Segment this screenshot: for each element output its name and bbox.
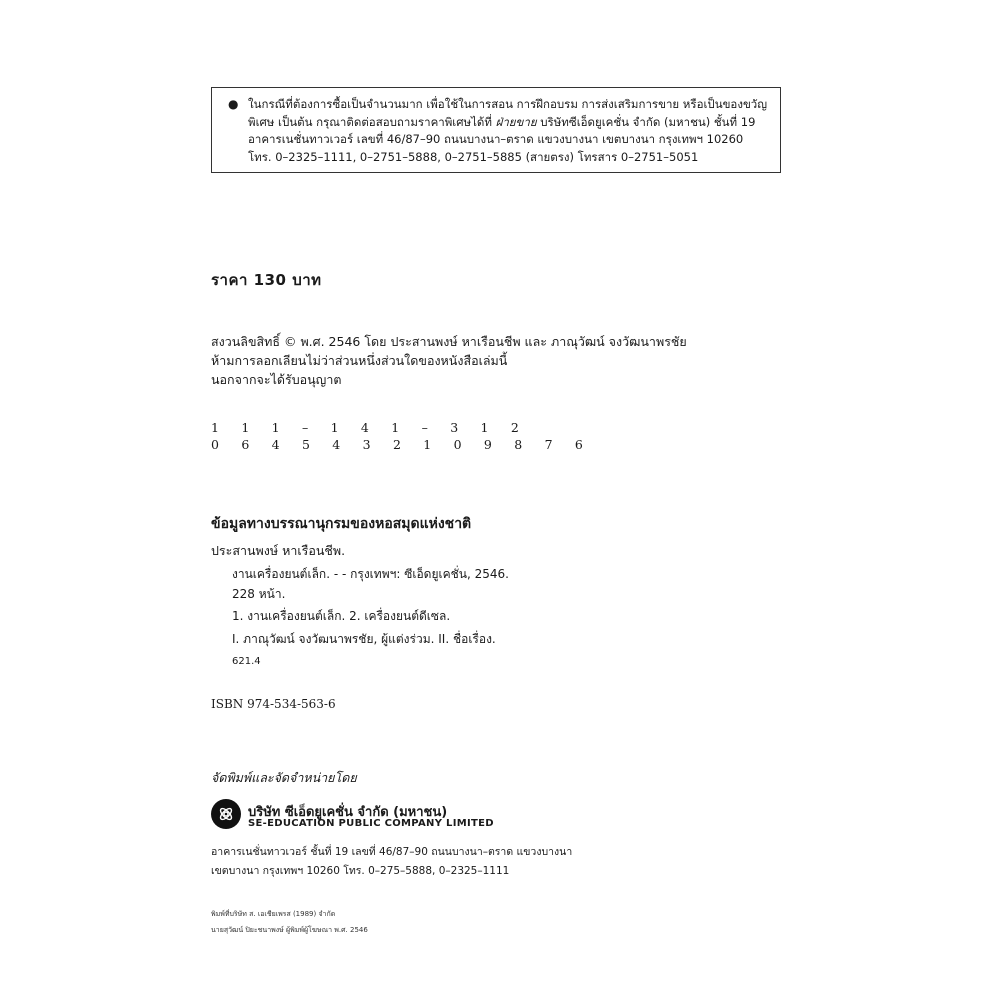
publisher-name-english: SE-EDUCATION PUBLIC COMPANY LIMITED (248, 818, 494, 829)
isbn: ISBN 974-534-563-6 (211, 697, 336, 711)
notice-line-3: อาคารเนชั่นทาวเวอร์ เลขที่ 46/87–90 ถนนบางนา–ตราด แขวงบางนา เขตบางนา กรุงเทพฯ 10260 (248, 132, 744, 146)
copyright-line-2: ห้ามการลอกเลียนไม่ว่าส่วนหนึ่งส่วนใดของหนังสือเล่มนี้ (211, 353, 508, 368)
print-line-row-2: 0 6 4 5 4 3 2 1 0 9 8 7 6 (211, 437, 593, 452)
publisher-address-line-1: อาคารเนชั่นทาวเวอร์ ชั้นที่ 19 เลขที่ 46/87–90 ถนนบางนา–ตราด แขวงบางนา (211, 846, 573, 858)
cip-line-1: งานเครื่องยนต์เล็ก. - - กรุงเทพฯ: ซีเอ็ดยูเคชั่น, 2546. (232, 567, 509, 581)
printer-info (211, 906, 368, 938)
price: ราคา 130 บาท (211, 271, 322, 289)
cip-line-2: 228 หน้า. (232, 587, 286, 601)
cip-author: ประสานพงษ์ หาเรือนชีพ. (211, 543, 346, 558)
copyright-line-1: สงวนลิขสิทธิ์ © พ.ศ. 2546 โดย ประสานพงษ์ หาเรือนชีพ และ ภาณุวัฒน์ จงวัฒนาพรชัย (211, 334, 687, 349)
publisher-heading: จัดพิมพ์และจัดจำหน่ายโดย (211, 770, 357, 785)
print-line-row-1: 1 1 1 – 1 4 1 – 3 1 2 (211, 420, 529, 435)
copyright-line-3: นอกจากจะได้รับอนุญาต (211, 372, 342, 387)
publisher-name-thai: บริษัท ซีเอ็ดยูเคชั่น จำกัด (มหาชน) (248, 805, 448, 820)
publisher-address-line-2: เขตบางนา กรุงเทพฯ 10260 โทร. 0–275–5888, 0–2325–1111 (211, 865, 510, 877)
cip-line-3: 1. งานเครื่องยนต์เล็ก. 2. เครื่องยนต์ดีเซล. (232, 609, 451, 623)
cip-title: ข้อมูลทางบรรณานุกรมของหอสมุดแห่งชาติ (211, 516, 472, 532)
publisher-address (211, 843, 572, 881)
copyright-block (211, 332, 687, 389)
print-line (211, 419, 592, 453)
sales-dept-text: ฝ่ายขาย (495, 114, 537, 129)
bullet-icon: ● (228, 97, 239, 111)
notice-line-1: ในกรณีที่ต้องการซื้อเป็นจำนวนมาก เพื่อใช้ในการสอน การฝึกอบรม การส่งเสริมการขาย หรือเป็นของขวัญ (248, 97, 768, 111)
cip-line-4: I. ภาณุวัฒน์ จงวัฒนาพรชัย, ผู้แต่งร่วม. II. ชื่อเรื่อง. (232, 632, 496, 646)
printer-line-1: พิมพ์ที่บริษัท ส. เอเชียเพรส (1989) จำกัด (211, 910, 336, 918)
notice-line-2: พิเศษ เป็นต้น กรุณาติดต่อสอบถามราคาพิเศษได้ที่ ฝ่ายขาย บริษัทซีเอ็ดยูเคชั่น จำกัด (มหาชน) ชั้นที่ 19 (248, 114, 756, 129)
logo-knot-icon (216, 804, 236, 824)
notice-line-4: โทร. 0–2325–1111, 0–2751–5888, 0–2751–5885 (สายตรง) โทรสาร 0–2751–5051 (248, 149, 699, 164)
printer-line-2: นายสุวัฒน์ ปิยะชนาพงษ์ ผู้พิมพ์ผู้โฆษณา พ.ศ. 2546 (211, 926, 368, 934)
cip-line-5: 621.4 (232, 656, 261, 667)
special-order-notice (211, 87, 781, 173)
se-education-logo-icon (211, 799, 241, 829)
